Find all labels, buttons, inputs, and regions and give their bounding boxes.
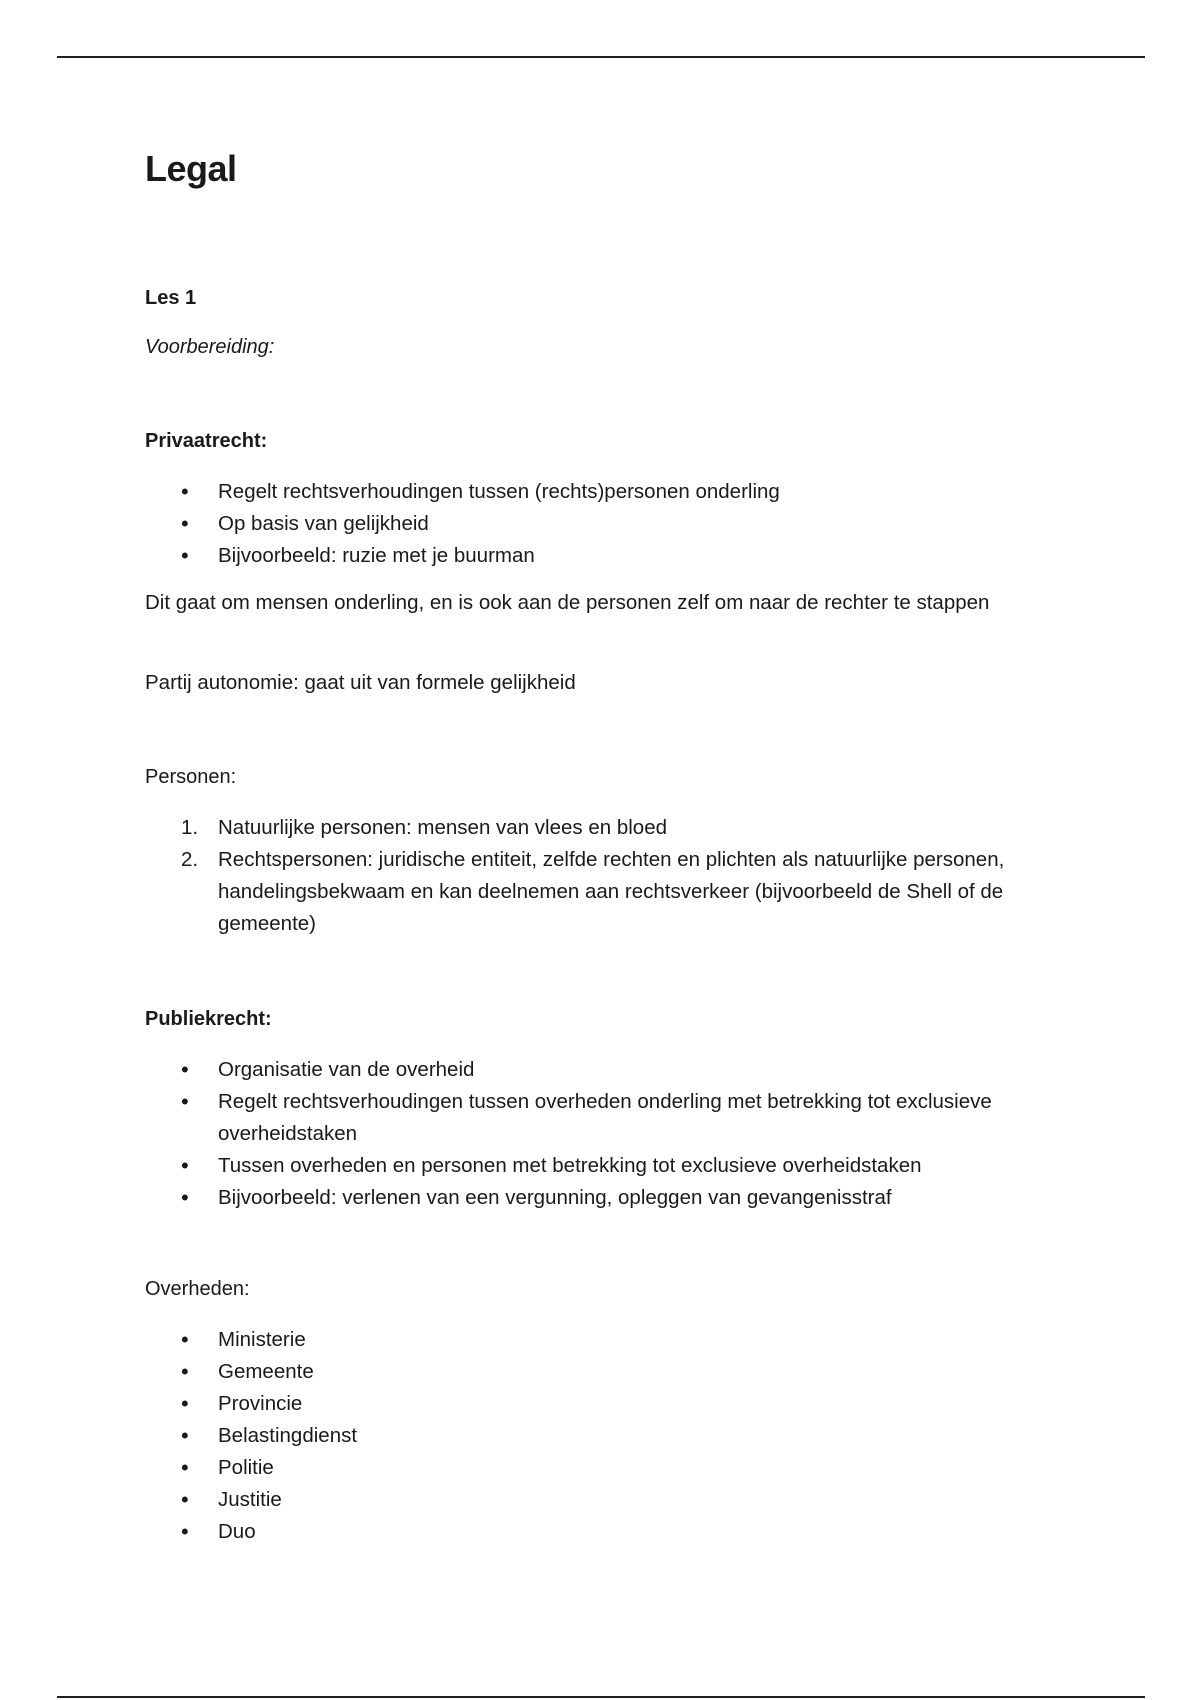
footer-rule <box>57 1696 1145 1698</box>
privaatrecht-paragraph: Dit gaat om mensen onderling, en is ook aan de personen zelf om naar de rechter te stappen <box>145 591 990 614</box>
bullet-icon <box>181 1484 189 1517</box>
list-item: • Gemeente <box>145 1356 1028 1388</box>
list-number: 2. <box>181 848 199 871</box>
lesson-heading: Les 1 <box>145 287 197 309</box>
list-item: • Provincie <box>145 1388 1028 1420</box>
partij-autonomie-paragraph: Partij autonomie: gaat uit van formele gelijkheid <box>145 671 576 694</box>
bullet-icon <box>181 1086 189 1119</box>
list-item: • Ministerie <box>145 1324 1028 1356</box>
bullet-icon <box>181 508 189 541</box>
list-item: • Tussen overheden en personen met betrekking tot exclusieve overheidstaken <box>145 1150 1028 1182</box>
bullet-icon <box>181 476 189 509</box>
overheden-heading: Overheden: <box>145 1278 250 1300</box>
list-item: • Politie <box>145 1452 1028 1484</box>
list-item: • Justitie <box>145 1484 1028 1516</box>
bullet-icon <box>181 1356 189 1389</box>
bullet-icon <box>181 540 189 573</box>
list-item: • Bijvoorbeeld: ruzie met je buurman <box>145 540 1028 572</box>
list-item: 1. Natuurlijke personen: mensen van vlees en bloed <box>145 812 1028 844</box>
publiekrecht-list <box>145 1054 1028 1214</box>
document-title: Legal <box>145 148 237 189</box>
preparation-label: Voorbereiding: <box>145 336 275 358</box>
privaatrecht-heading: Privaatrecht: <box>145 430 268 452</box>
bullet-icon <box>181 1150 189 1183</box>
list-item: • Bijvoorbeeld: verlenen van een vergunning, opleggen van gevangenisstraf <box>145 1182 1028 1214</box>
list-item: • Duo <box>145 1516 1028 1548</box>
privaatrecht-list <box>145 476 1028 572</box>
bullet-icon <box>181 1388 189 1421</box>
bullet-icon <box>181 1420 189 1453</box>
list-item: 2. Rechtspersonen: juridische entiteit, zelfde rechten en plichten als natuurlijke personen, handelingsbekwaam en kan deelnemen aan rechtsverkeer (bijvoorbeeld de Shell of de gemeente) <box>145 844 1028 940</box>
bullet-icon <box>181 1516 189 1549</box>
personen-heading: Personen: <box>145 766 237 788</box>
header-rule <box>57 56 1145 58</box>
personen-list <box>145 812 1028 940</box>
publiekrecht-heading: Publiekrecht: <box>145 1008 272 1030</box>
list-item: • Regelt rechtsverhoudingen tussen overheden onderling met betrekking tot exclusieve overheidstaken <box>145 1086 1028 1150</box>
bullet-icon <box>181 1452 189 1485</box>
list-item: • Regelt rechtsverhoudingen tussen (rechts)personen onderling <box>145 476 1028 508</box>
list-item: • Belastingdienst <box>145 1420 1028 1452</box>
bullet-icon <box>181 1324 189 1357</box>
list-number: 1. <box>181 816 199 839</box>
bullet-icon <box>181 1054 189 1087</box>
list-item: • Organisatie van de overheid <box>145 1054 1028 1086</box>
overheden-list <box>145 1324 1028 1548</box>
list-item: • Op basis van gelijkheid <box>145 508 1028 540</box>
bullet-icon <box>181 1182 189 1215</box>
